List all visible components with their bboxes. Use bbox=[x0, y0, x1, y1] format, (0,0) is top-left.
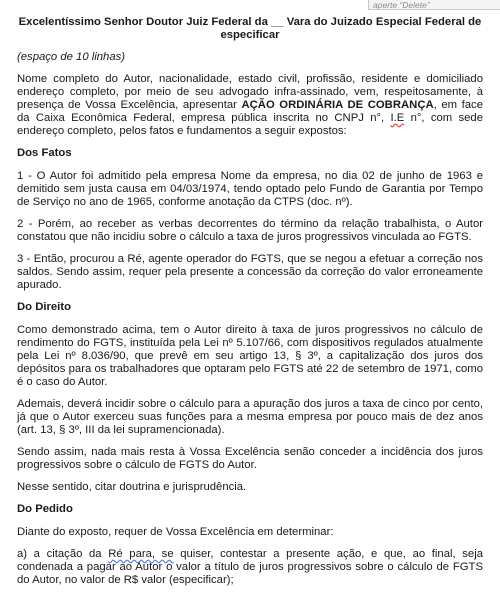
intro-text-2: , em face da Caixa Econômica Federal, empresa pública inscrita no CNPJ n°, bbox=[17, 99, 483, 124]
intro-paragraph bbox=[17, 73, 483, 138]
grammar-marked-text: Ré para, se bbox=[108, 548, 174, 560]
law-paragraph-1: Como demonstrado acima, tem o Autor direito à taxa de juros progressivos no cálculo de rendimento do FGTS, instituída pela Lei nº 5.107/66, com dispositivos regulados atualmente pela Lei nº 8.036/90, que prevê em seu artigo 13, § 3º, a capitalização dos juros dos depósitos para os trabalhadores que optaram pelo FGTS até 22 de setembro de 1971, como é o caso do Autor. bbox=[17, 324, 483, 388]
fact-paragraph-3: 3 - Então, procurou a Ré, agente operador do FGTS, que se negou a efetuar a correção nos saldos. Sendo assim, requer pela presente a concessão da correção do valor erroneamente apurado. bbox=[17, 253, 483, 291]
section-heading-request: Do Pedido bbox=[17, 503, 73, 515]
section-heading-facts: Dos Fatos bbox=[17, 147, 72, 159]
law-paragraph-2: Ademais, deverá incidir sobre o cálculo para a apuração dos juros a taxa de cinco por cento, já que o Autor exerceu suas funções para a mesma empresa por pouco mais de dez anos (art. 13, § 3º, III da lei supramencionada). bbox=[17, 398, 483, 436]
delete-hint-tooltip: aperte “Delete” bbox=[368, 0, 500, 10]
ie-abbreviation: I.E bbox=[390, 112, 405, 124]
section-heading-law: Do Direito bbox=[17, 301, 71, 313]
intro-text-1: Nome completo do Autor, nacionalidade, estado civil, profissão, residente e domiciliado endereço completo, por meio de seu advogado infra-assinado, vem, respeitosamente, à presença de Vossa Excelência, apresentar bbox=[17, 73, 483, 111]
action-title: AÇÃO ORDINÁRIA DE COBRANÇA bbox=[241, 99, 434, 111]
document-page bbox=[17, 16, 483, 596]
law-paragraph-3: Sendo assim, nada mais resta à Vossa Excelência senão conceder a incidência dos juros progressivos sobre o cálculo de FGTS do Autor. bbox=[17, 446, 483, 471]
request-a-text-1: a) a citação da bbox=[17, 548, 109, 560]
request-item-a bbox=[17, 548, 483, 587]
spacing-note: (espaço de 10 linhas) bbox=[17, 51, 126, 63]
fact-paragraph-2: 2 - Porém, ao receber as verbas decorrentes do término da relação trabalhista, o Autor constatou que não incidiu sobre o cálculo a taxa de juros progressivos vinculada ao FGTS. bbox=[17, 218, 483, 243]
request-a-text-2: quiser, contestar a presente ação, e que, ao final, seja condenada a pagar ao Autor o valor a título de juros progressivos sobre o cálculo de FGTS do Autor, no valor de R$ valor (especificar); bbox=[17, 548, 483, 586]
request-intro: Diante do exposto, requer de Vossa Excelência em determinar: bbox=[17, 526, 334, 538]
document-heading: Excelentíssimo Senhor Doutor Juiz Federal da __ Vara do Juizado Especial Federal de especificar bbox=[18, 16, 482, 41]
fact-paragraph-1: 1 - O Autor foi admitido pela empresa Nome da empresa, no dia 02 de junho de 1963 e demitido sem justa causa em 04/03/1974, tendo optado pelo Fundo de Garantia por Tempo de Serviço no ano de 1965, conforme anotação da CTPS (doc. nº). bbox=[17, 170, 483, 208]
intro-text-3: n°, com sede endereço completo, pelos fatos e fundamentos a seguir expostos: bbox=[17, 112, 483, 137]
law-paragraph-4: Nesse sentido, citar doutrina e jurisprudência. bbox=[17, 481, 247, 493]
